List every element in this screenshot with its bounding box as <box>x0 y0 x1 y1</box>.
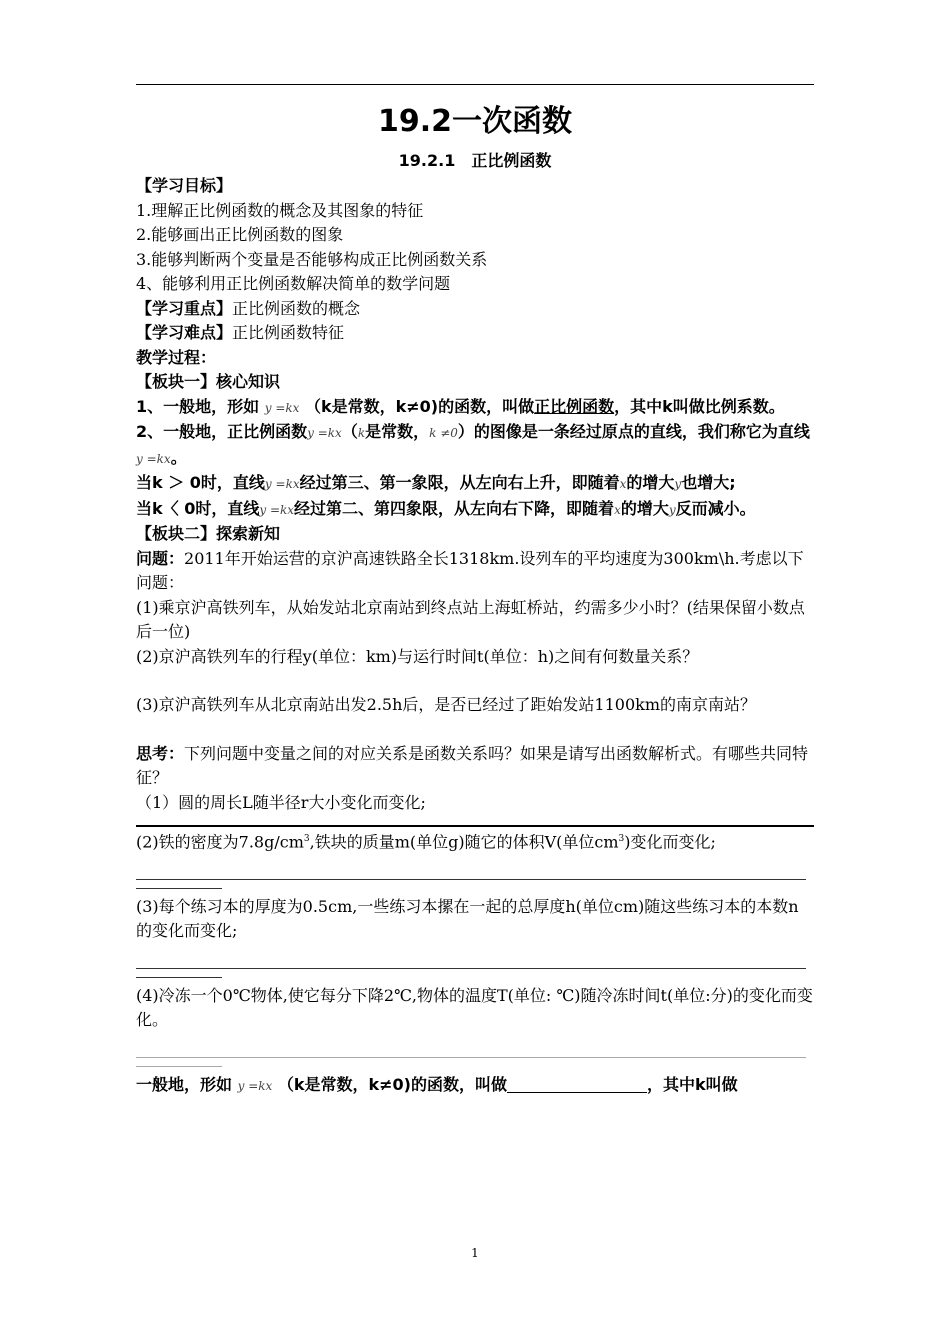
text-run: ,铁块的质量m(单位g)随它的体积V(单位cm <box>309 832 619 852</box>
think-text: 下列问题中变量之间的对应关系是函数关系吗？如果是请写出函数解析式。有哪些共同特征？ <box>136 743 809 787</box>
think-statement <box>136 742 814 791</box>
answer-line-short <box>136 880 222 889</box>
text-run: 当k〈 0时，直线 <box>136 498 260 518</box>
problem-text: 2011年开始运营的京沪高速铁路全长1318km.设列车的平均速度为300km\h.考虑以下问题： <box>136 548 804 592</box>
think-item-1: （1）圆的周长L随半径r大小变化而变化; <box>136 792 426 812</box>
formula-ykx: y =kx <box>264 477 300 491</box>
text-run: 经过第二、第四象限，从左向右下降，即随着 <box>294 498 615 518</box>
formula-k: k <box>357 426 366 440</box>
text-run: 也增大; <box>681 473 736 492</box>
text-run: 经过第三、第一象限，从左向右上升，即随着 <box>299 473 620 492</box>
focus-text: 正比例函数的概念 <box>232 298 361 318</box>
goal-item: 1.理解正比例函数的概念及其图象的特征 <box>136 200 424 220</box>
answer-line <box>136 855 806 880</box>
think-item-4: (4)冷冻一个0℃物体,使它每分下降2℃,物体的温度T(单位: ℃)随冷冻时间t(单位:分)的变化而变化。 <box>136 985 813 1030</box>
block1-paragraph-4 <box>136 497 814 523</box>
answer-line-short <box>136 969 222 978</box>
formula-y: y <box>674 477 682 491</box>
problem-label: 问题： <box>136 548 185 568</box>
formula-ykx: y =kx <box>237 1078 273 1093</box>
page-title: 19.2一次函数 <box>377 104 573 139</box>
text-run: 的增大 <box>620 498 669 518</box>
answer-line <box>136 944 806 969</box>
definition-fill-in <box>136 1073 814 1099</box>
spacer <box>136 718 814 742</box>
formula-ykx: y =kx <box>307 426 342 440</box>
think-label: 思考： <box>136 743 185 763</box>
page-number: 1 <box>471 1246 479 1260</box>
difficulty-label: 【学习难点】 <box>136 323 233 342</box>
block1-heading: 【板块一】核心知识 <box>136 372 281 391</box>
problem-question-1: (1)乘京沪高铁列车，从始发站北京南站到终点站上海虹桥站，约需多少小时？(结果保留小数点后一位) <box>136 597 805 641</box>
formula-x: x <box>614 502 621 517</box>
formula-ykx: y =kx <box>136 451 171 466</box>
text-run: 一般地，形如 <box>136 1074 233 1094</box>
text-run: 是常数， <box>365 422 430 441</box>
block1-paragraph-2 <box>136 420 814 471</box>
goals-heading: 【学习目标】 <box>136 176 233 195</box>
text-run: 的增大 <box>626 473 675 492</box>
text-run: 1、一般地，形如 <box>136 396 260 416</box>
think-item-3: (3)每个练习本的厚度为0.5cm,一些练习本摞在一起的总厚度h(单位cm)随这些练习本的本数n的变化而变化; <box>136 896 799 941</box>
text-run: 2、一般地，正比例函数 <box>136 422 308 441</box>
answer-line <box>136 1033 806 1058</box>
process-heading: 教学过程： <box>136 347 217 367</box>
spacer <box>136 669 814 693</box>
focus-line <box>136 297 814 322</box>
text-run: 。 <box>170 447 187 467</box>
formula-ykx: y =kx <box>264 400 300 415</box>
superscript: 3 <box>618 834 625 844</box>
problem-question-3: (3)京沪高铁列车从北京南站出发2.5h后，是否已经过了距始发站1100km的南京南站？ <box>136 695 757 714</box>
text-run: 反而减小。 <box>675 498 756 518</box>
block1-paragraph-1 <box>136 395 814 421</box>
block1-paragraph-3 <box>136 471 814 497</box>
goal-item: 3.能够判断两个变量是否能够构成正比例函数关系 <box>136 249 488 269</box>
header-rule <box>136 84 814 85</box>
text-run: ，其中k叫做 <box>647 1074 738 1094</box>
think-item-2 <box>136 827 814 855</box>
goal-item: 4、能够利用正比例函数解决简单的数学问题 <box>136 274 451 293</box>
answer-line-short <box>136 1058 222 1067</box>
formula-y: y <box>668 502 676 517</box>
text-run: )变化而变化; <box>624 832 716 852</box>
formula-ykx: y =kx <box>259 502 295 517</box>
formula-k-not-zero: k ≠0 <box>429 426 458 440</box>
section-subtitle: 19.2.1 正比例函数 <box>398 151 552 170</box>
problem-question-2: (2)京沪高铁列车的行程y(单位：km)与运行时间t(单位：h)之间有何数量关系？ <box>136 646 699 666</box>
problem-statement <box>136 547 814 596</box>
formula-x: x <box>619 477 627 491</box>
difficulty-line <box>136 321 814 346</box>
text-run: ）的图像是一条经过原点的直线，我们称它为直线 <box>457 422 810 441</box>
superscript: 3 <box>303 834 310 844</box>
content <box>136 98 814 1098</box>
text-run: ，其中k叫做比例系数。 <box>614 396 785 416</box>
focus-label: 【学习重点】 <box>136 298 233 318</box>
text-run: （k是常数，k≠0)的函数，叫做 <box>304 396 535 416</box>
difficulty-text: 正比例函数特征 <box>232 323 345 342</box>
term-proportional-function: 正比例函数 <box>534 396 615 416</box>
block2-heading: 【板块二】探索新知 <box>136 524 281 543</box>
text-run: (2)铁的密度为7.8g/cm <box>136 832 304 852</box>
text-run: 当k ＞ 0时，直线 <box>136 473 265 492</box>
fill-in-blank[interactable] <box>507 1076 647 1093</box>
text-run: （ <box>341 422 358 441</box>
goal-item: 2.能够画出正比例函数的图象 <box>136 225 344 244</box>
text-run: （k是常数，k≠0)的函数，叫做 <box>277 1074 507 1094</box>
